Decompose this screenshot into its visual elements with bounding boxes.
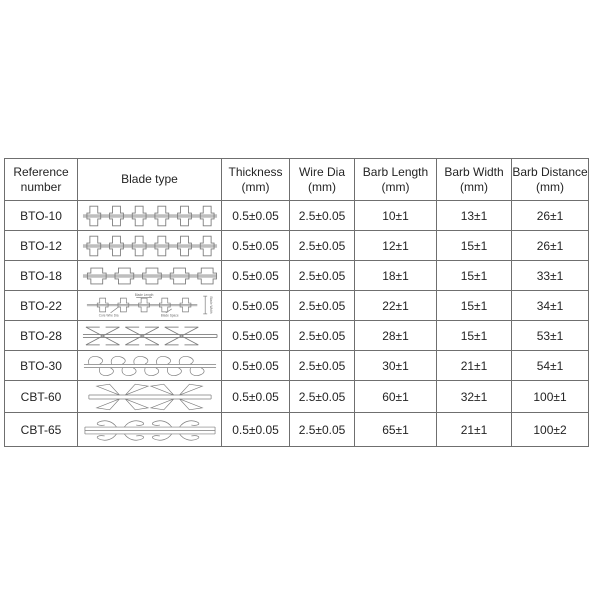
table-row-bto-10 — [5, 201, 589, 231]
thickness-cell: 0.5±0.05 — [222, 381, 290, 413]
thickness-cell: 0.5±0.05 — [222, 291, 290, 321]
barb-distance-cell: 100±2 — [512, 413, 589, 447]
thickness-cell: 0.5±0.05 — [222, 351, 290, 381]
table-row-bto-28 — [5, 321, 589, 351]
thickness-cell: 0.5±0.05 — [222, 261, 290, 291]
header-row — [5, 159, 589, 201]
blade-spec-table — [4, 158, 589, 447]
col-header-reference-number: Reference number — [5, 159, 78, 201]
table-row-bto-18 — [5, 261, 589, 291]
cbt-65-large-curled-blade-diagram — [81, 415, 219, 445]
thickness-cell: 0.5±0.05 — [222, 231, 290, 261]
barb-width-cell: 15±1 — [437, 261, 512, 291]
col-header-barb-width: Barb Width (mm) — [437, 159, 512, 201]
barb-length-cell: 18±1 — [355, 261, 437, 291]
barb-width-cell: 15±1 — [437, 321, 512, 351]
barb-length-cell: 12±1 — [355, 231, 437, 261]
barb-width-cell: 32±1 — [437, 381, 512, 413]
barb-distance-cell: 53±1 — [512, 321, 589, 351]
table-row-cbt-65 — [5, 413, 589, 447]
thickness-cell: 0.5±0.05 — [222, 201, 290, 231]
blade-type-cell — [78, 381, 222, 413]
ref-number-cell: BTO-12 — [5, 231, 78, 261]
col-header-blade-type: Blade type — [78, 159, 222, 201]
table-row-bto-22 — [5, 291, 589, 321]
barb-length-cell: 65±1 — [355, 413, 437, 447]
bto-18-wide-barb-wire-diagram — [81, 263, 219, 289]
cbt-60-large-butterfly-blade-diagram — [81, 382, 219, 412]
barb-width-cell: 13±1 — [437, 201, 512, 231]
core-wire-dia-label: Core Wire Dia — [98, 313, 118, 318]
wire-dia-cell: 2.5±0.05 — [290, 381, 355, 413]
bto-28-butterfly-blade-diagram — [81, 323, 219, 349]
blade-type-cell — [78, 321, 222, 351]
ref-number-cell: BTO-30 — [5, 351, 78, 381]
barb-width-cell: 21±1 — [437, 413, 512, 447]
col-header-barb-length: Barb Length (mm) — [355, 159, 437, 201]
table-row-bto-30 — [5, 351, 589, 381]
col-header-barb-distance: Barb Distance (mm) — [512, 159, 589, 201]
wire-dia-cell: 2.5±0.05 — [290, 201, 355, 231]
wire-dia-cell: 2.5±0.05 — [290, 291, 355, 321]
bto-22-annotated-barb-wire-diagram — [81, 292, 219, 319]
wire-dia-cell: 2.5±0.05 — [290, 231, 355, 261]
ref-number-cell: CBT-65 — [5, 413, 78, 447]
blade-width-label: Blade Width — [208, 296, 213, 314]
barb-distance-cell: 26±1 — [512, 231, 589, 261]
barb-width-cell: 15±1 — [437, 231, 512, 261]
ref-number-cell: BTO-22 — [5, 291, 78, 321]
blade-type-cell — [78, 413, 222, 447]
wire-dia-cell: 2.5±0.05 — [290, 261, 355, 291]
bto-12-cross-barb-wire-diagram — [81, 233, 219, 259]
barb-length-cell: 10±1 — [355, 201, 437, 231]
blade-type-cell — [78, 291, 222, 321]
barb-distance-cell: 100±1 — [512, 381, 589, 413]
thickness-cell: 0.5±0.05 — [222, 321, 290, 351]
barb-distance-cell: 54±1 — [512, 351, 589, 381]
ref-number-cell: CBT-60 — [5, 381, 78, 413]
ref-number-cell: BTO-28 — [5, 321, 78, 351]
barb-length-cell: 30±1 — [355, 351, 437, 381]
blade-type-cell — [78, 261, 222, 291]
barb-distance-cell: 26±1 — [512, 201, 589, 231]
blade-type-cell — [78, 201, 222, 231]
ref-number-cell: BTO-18 — [5, 261, 78, 291]
barb-length-cell: 60±1 — [355, 381, 437, 413]
thickness-cell: 0.5±0.05 — [222, 413, 290, 447]
barb-width-cell: 21±1 — [437, 351, 512, 381]
blade-type-cell — [78, 231, 222, 261]
wire-dia-cell: 2.5±0.05 — [290, 321, 355, 351]
barb-length-cell: 22±1 — [355, 291, 437, 321]
bto-30-curled-hook-blade-diagram — [81, 352, 219, 380]
ref-number-cell: BTO-10 — [5, 201, 78, 231]
col-header-wire-dia: Wire Dia (mm) — [290, 159, 355, 201]
wire-dia-cell: 2.5±0.05 — [290, 351, 355, 381]
barb-width-cell: 15±1 — [437, 291, 512, 321]
blade-type-cell — [78, 351, 222, 381]
barb-distance-cell: 33±1 — [512, 261, 589, 291]
table-row-cbt-60 — [5, 381, 589, 413]
col-header-thickness: Thickness (mm) — [222, 159, 290, 201]
blade-length-label: Blade Length — [134, 293, 153, 298]
bto-10-cross-barb-wire-diagram — [81, 203, 219, 229]
blade-space-label: Blade Space — [160, 313, 179, 318]
barb-length-cell: 28±1 — [355, 321, 437, 351]
barb-distance-cell: 34±1 — [512, 291, 589, 321]
table-row-bto-12 — [5, 231, 589, 261]
wire-dia-cell: 2.5±0.05 — [290, 413, 355, 447]
